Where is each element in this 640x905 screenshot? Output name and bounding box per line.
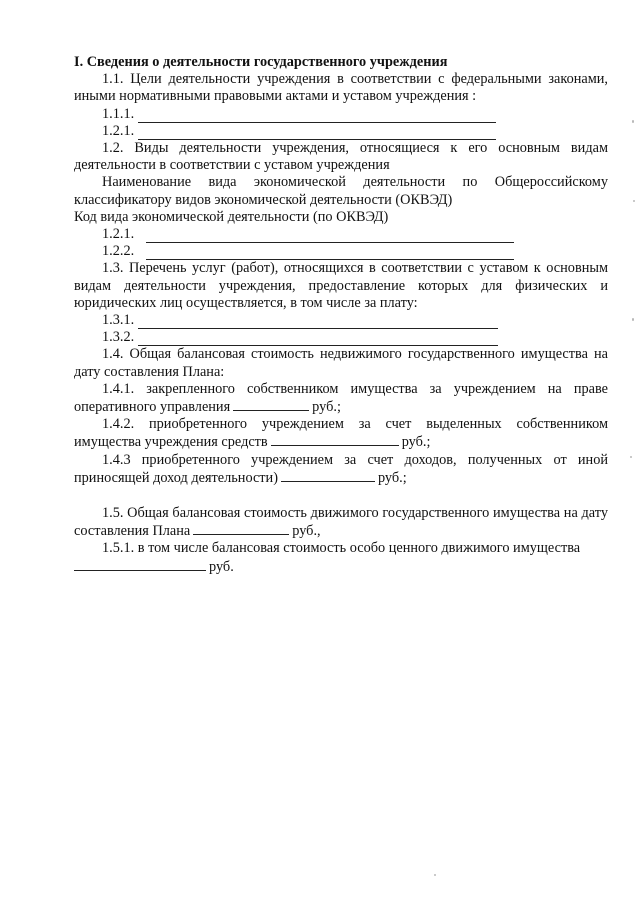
paragraph-1-5-1: 1.5.1. в том числе балансовая стоимость особо ценного движимого имущества xyxy=(102,540,581,557)
item-1-2-2 xyxy=(74,243,608,260)
paragraph-1-3: 1.3. Перечень услуг (работ), относящихся в соответствии с уставом к основным видам деятельности учреждения, предоставление которых для физических и юридических лиц осуществляется, в том числе за плату: xyxy=(74,260,608,311)
section-title: I. Сведения о деятельности государственного учреждения xyxy=(74,54,448,70)
currency-unit: руб.; xyxy=(312,399,341,416)
scan-speck xyxy=(434,874,436,876)
paragraph-okved-code: Код вида экономической деятельности (по ОКВЭД) xyxy=(74,208,389,225)
currency-unit: руб.; xyxy=(401,434,431,451)
fill-in-line xyxy=(271,433,399,446)
fill-in-line xyxy=(138,315,498,329)
paragraph-1-5 xyxy=(74,505,608,540)
item-label: 1.2.1. xyxy=(102,226,135,243)
paragraph-1-4-1 xyxy=(74,381,608,416)
paragraph-1-4-2 xyxy=(74,416,608,451)
fill-in-line xyxy=(281,469,375,482)
paragraph-1-2: 1.2. Виды деятельности учреждения, относящиеся к его основным видам деятельности в соответствии с уставом учреждения xyxy=(74,140,608,174)
fill-in-line xyxy=(233,398,309,411)
scan-speck xyxy=(632,120,634,123)
fill-in-line xyxy=(138,126,496,140)
item-1-2-1 xyxy=(74,123,608,140)
fill-in-line xyxy=(146,229,514,243)
fill-in-line xyxy=(138,332,498,346)
spacer xyxy=(74,487,608,505)
item-label: 1.2.1. xyxy=(102,122,135,139)
paragraph-1-4: 1.4. Общая балансовая стоимость недвижимого государственного имущества на дату составления Плана: xyxy=(74,346,608,380)
document-body xyxy=(74,54,608,576)
paragraph-text: 1.5. Общая балансовая стоимость движимого государственного имущества на дату составления Плана xyxy=(74,505,608,540)
item-label: 1.3.2. xyxy=(102,329,135,346)
item-1-3-1 xyxy=(74,312,608,329)
item-label: 1.2.2. xyxy=(102,243,135,260)
fill-in-line xyxy=(193,522,289,535)
scan-speck xyxy=(632,318,634,321)
fill-in-line xyxy=(138,109,496,123)
paragraph-1-5-1-amount xyxy=(74,558,608,576)
item-label: 1.3.1. xyxy=(102,312,135,329)
currency-unit: руб.; xyxy=(377,469,407,486)
item-label: 1.1.1. xyxy=(102,105,135,122)
item-1-1-1 xyxy=(74,106,608,123)
scan-speck xyxy=(633,200,635,202)
paragraph-1-4-3 xyxy=(74,452,608,487)
scan-speck xyxy=(630,456,632,458)
currency-unit: руб. xyxy=(209,558,234,575)
paragraph-text: 1.4.3 приобретенного учреждением за счет доходов, полученных от иной приносящей доход деятельности) xyxy=(74,451,608,486)
currency-unit: руб., xyxy=(292,523,321,540)
fill-in-line xyxy=(74,558,206,571)
fill-in-line xyxy=(146,246,514,260)
paragraph-text: 1.4.2. приобретенного учреждением за счет выделенных собственником имущества учреждения средств xyxy=(74,416,608,451)
item-1-3-2 xyxy=(74,329,608,346)
paragraph-text: 1.4.1. закрепленного собственником имущества за учреждением на праве оперативного управления xyxy=(74,380,608,416)
paragraph-okved: Наименование вида экономической деятельности по Общероссийскому классификатору видов экономической деятельности (ОКВЭД) xyxy=(74,174,608,208)
paragraph-1-1: 1.1. Цели деятельности учреждения в соответствии с федеральными законами, иными нормативными правовыми актами и уставом учреждения : xyxy=(74,71,608,105)
item-1-2-1b xyxy=(74,226,608,243)
